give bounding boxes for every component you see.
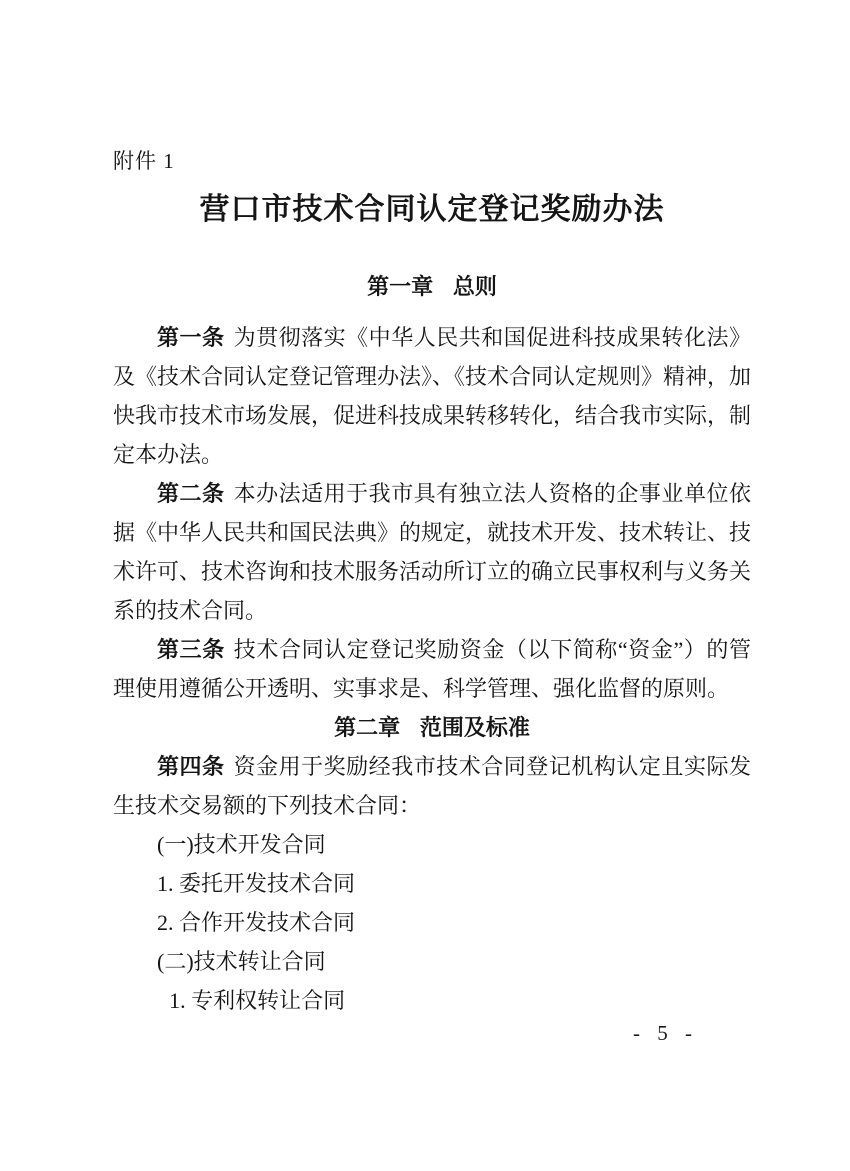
article-1-paragraph — [113, 318, 751, 474]
article-3-paragraph — [113, 630, 751, 708]
article-2-label: 第二条 — [157, 481, 225, 506]
article-2-paragraph — [113, 474, 751, 630]
article-1-label: 第一条 — [157, 325, 225, 350]
chapter-1-heading — [113, 272, 751, 302]
list-item-cooperative-development: 2. 合作开发技术合同 — [157, 910, 356, 935]
article-3-label: 第三条 — [157, 637, 225, 662]
article-3-text: 技术合同认定登记奖励资金（以下简称“资金”）的管理使用遵循公开透明、实事求是、科学管理、强化监督的原则。 — [113, 637, 751, 701]
chapter-1-name: 总则 — [452, 274, 497, 299]
list-item-contract-type-2: (二)技术转让合同 — [157, 949, 326, 974]
document-body — [113, 318, 751, 1020]
attachment-label: 附件 1 — [113, 149, 175, 173]
page-number: - 5 - — [633, 1021, 692, 1045]
article-4-text: 资金用于奖励经我市技术合同登记机构认定且实际发生技术交易额的下列技术合同： — [113, 754, 751, 818]
article-4-label: 第四条 — [157, 754, 225, 779]
chapter-2-name: 范围及标准 — [419, 715, 530, 740]
article-2-text: 本办法适用于我市具有独立法人资格的企事业单位依据《中华人民共和国民法典》的规定，就技术开发、技术转让、技术许可、技术咨询和技术服务活动所订立的确立民事权利与义务关系的技术合同。 — [113, 481, 752, 623]
list-item-patent-transfer: 1. 专利权转让合同 — [169, 988, 346, 1013]
article-1-text: 为贯彻落实《中华人民共和国促进科技成果转化法》及《技术合同认定登记管理办法》、《技术合同认定规则》精神，加快我市技术市场发展，促进科技成果转移转化，结合我市实际，制定本办法。 — [113, 325, 752, 467]
chapter-2-heading — [113, 708, 751, 747]
chapter-2-number: 第二章 — [334, 715, 401, 740]
article-4-paragraph — [113, 747, 751, 825]
list-item-commissioned-development: 1. 委托开发技术合同 — [157, 871, 356, 896]
document-title: 营口市技术合同认定登记奖励办法 — [199, 193, 665, 226]
document-content — [113, 148, 751, 1020]
chapter-1-number: 第一章 — [367, 274, 434, 299]
list-item-contract-type-1: (一)技术开发合同 — [157, 832, 326, 857]
